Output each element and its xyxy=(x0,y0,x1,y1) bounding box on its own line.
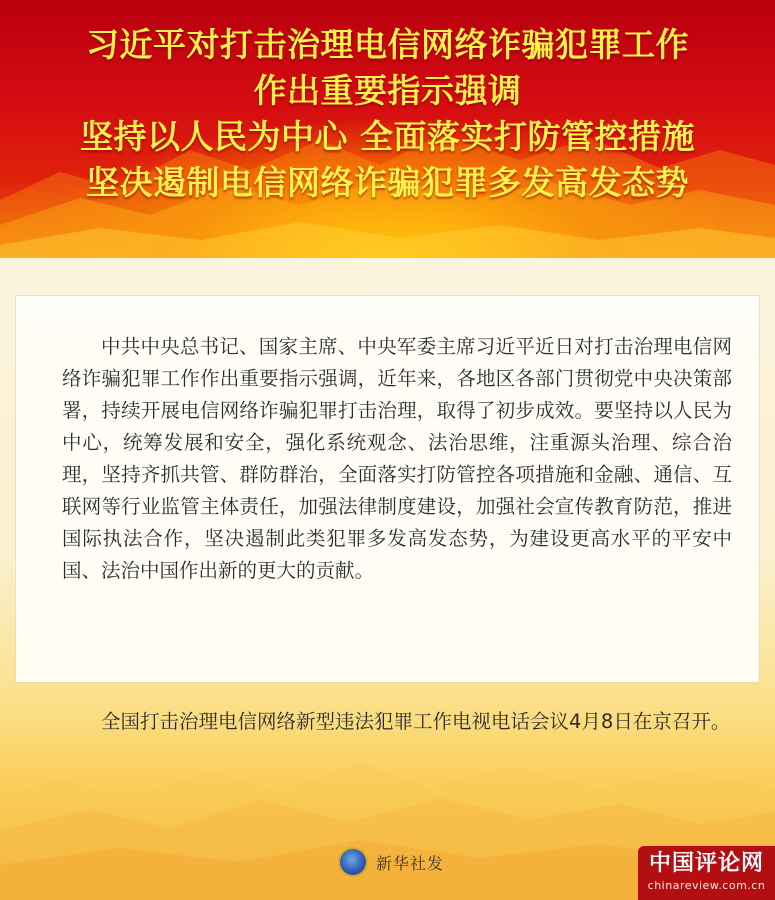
title-line-3: 坚持以人民为中心 全面落实打防管控措施 xyxy=(80,117,695,156)
header-banner xyxy=(0,0,775,258)
meeting-note: 全国打击治理电信网络新型违法犯罪工作电视电话会议4月8日在京召开。 xyxy=(101,710,731,733)
source-credit-text: 新华社发 xyxy=(376,853,445,873)
watermark-brand: 中国评论网 xyxy=(648,850,764,876)
page-title xyxy=(0,22,775,206)
title-line-4: 坚决遏制电信网络诈骗犯罪多发高发态势 xyxy=(86,163,689,202)
source-credit xyxy=(340,848,444,876)
main-paragraph: 中共中央总书记、国家主席、中央军委主席习近平近日对打击治理电信网络诈骗犯罪工作作出重要指示强调，近年来，各地区各部门贯彻党中央决策部署，持续开展电信网络诈骗犯罪打击治理，取得了初步成效。要坚持以人民为中心，统筹发展和安全，强化系统观念、法治思维，注重源头治理、综合治理，坚持齐抓共管、群防群治，全面落实打防管控各项措施和金融、通信、互联网等行业监管主体责任，加强法律制度建设，加强社会宣传教育防范，推进国际执法合作，坚决遏制此类犯罪多发高发态势，为建设更高水平的平安中国、法治中国作出新的更大的贡献。 xyxy=(62,335,732,582)
watermark-logo xyxy=(638,846,775,900)
title-line-2: 作出重要指示强调 xyxy=(253,71,522,110)
title-line-1: 习近平对打击治理电信网络诈骗犯罪工作 xyxy=(86,25,689,64)
xinhua-globe-icon xyxy=(340,849,366,875)
watermark-domain: chinareview.com.cn xyxy=(647,879,766,892)
